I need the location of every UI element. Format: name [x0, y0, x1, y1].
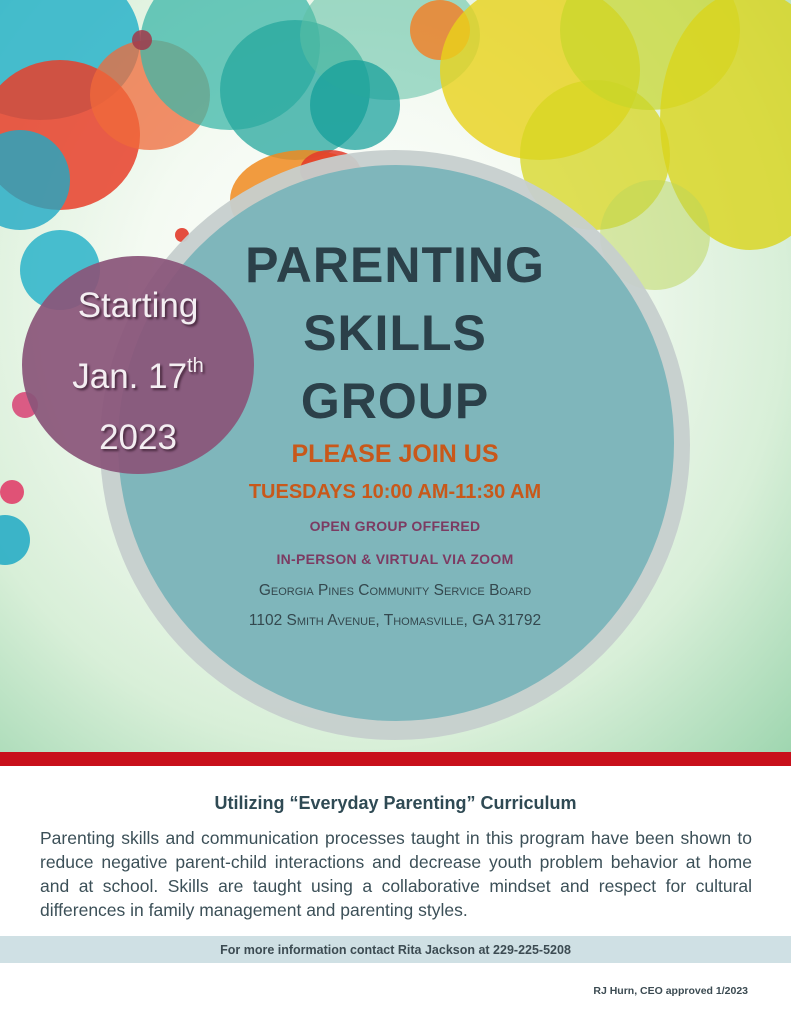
- approval-note: RJ Hurn, CEO approved 1/2023: [593, 985, 748, 997]
- badge-line-3: 2023: [99, 418, 177, 457]
- format-text: IN-PERSON & VIRTUAL VIA ZOOM: [276, 551, 514, 567]
- invite-text: PLEASE JOIN US: [291, 440, 499, 468]
- decorative-bubble: [132, 30, 152, 50]
- decorative-bubble: [310, 60, 400, 150]
- contact-text: For more information contact Rita Jackson at 229-225-5208: [220, 943, 571, 957]
- decorative-bubble: [0, 515, 30, 565]
- schedule-text: TUESDAYS 10:00 AM-11:30 AM: [248, 481, 542, 503]
- badge-date-suffix: th: [187, 355, 204, 377]
- organization-name: Georgia Pines Community Service Board: [258, 582, 532, 599]
- address-text: 1102 Smith Avenue, Thomasville, GA 31792: [248, 612, 542, 629]
- divider-bar: [0, 752, 791, 766]
- program-description: Parenting skills and communication processes taught in this program have been shown to reduce negative parent-child interactions and decrease youth problem behavior at home and at school. Skills are taught using a collaborative mindset and respect for cultural differences in family management and parenting styles.: [40, 828, 752, 920]
- curriculum-heading: Utilizing “Everyday Parenting” Curriculum: [214, 793, 577, 813]
- group-type-text: OPEN GROUP OFFERED: [309, 518, 481, 534]
- badge-line-2: [22, 356, 254, 394]
- decorative-bubble: [0, 480, 24, 504]
- page-title-line-3: GROUP: [300, 373, 490, 429]
- badge-date: Jan. 17: [72, 357, 188, 396]
- page-title-line-1: PARENTING: [245, 237, 545, 293]
- page-title-line-2: SKILLS: [303, 305, 487, 361]
- badge-line-1: Starting: [77, 286, 199, 325]
